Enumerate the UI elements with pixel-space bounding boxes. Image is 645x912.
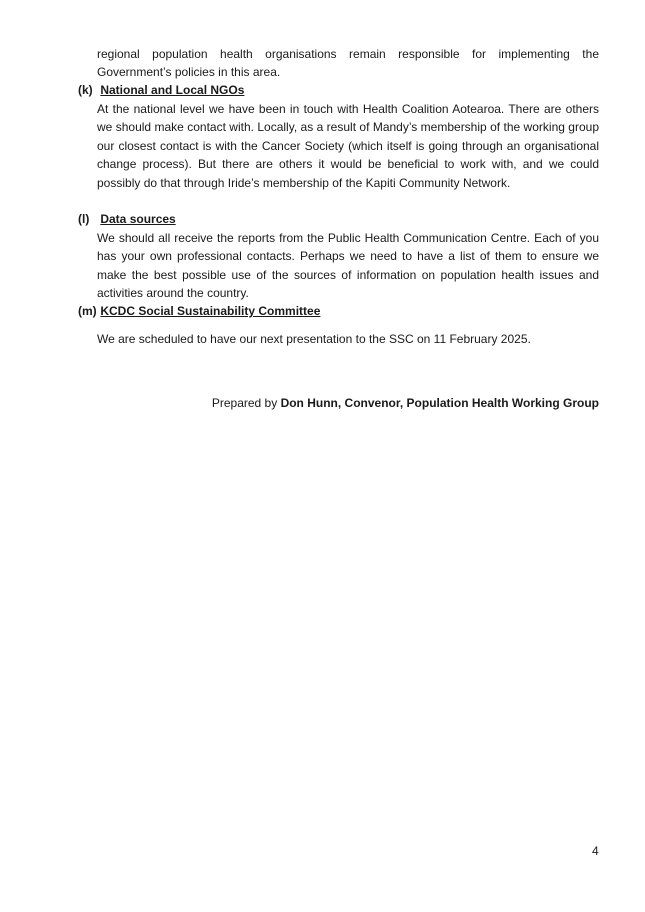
- prepared-by-name: Don Hunn, Convenor, Population Health Working Group: [280, 396, 599, 410]
- section-l-marker: (l): [78, 212, 90, 226]
- section-k-body: At the national level we have been in touch with Health Coalition Aotearoa. There are others we should make contact with. Locally, as a result of Mandy’s membership of the working group our closest contact is with the Cancer Society (which itself is going through an organisational change process). But there are others it would be beneficial to work with, and we could possibly do that through Iride’s membership of the Kapiti Community Network.: [97, 102, 599, 190]
- section-m-body: We are scheduled to have our next presentation to the SSC on 11 February 2025.: [97, 332, 531, 346]
- section-l-title: Data sources: [100, 212, 176, 226]
- prepared-by-line: [212, 394, 599, 412]
- section-m-title: KCDC Social Sustainability Committee: [100, 304, 321, 318]
- section-k-marker: (k): [78, 83, 93, 97]
- intro-paragraph: regional population health organisations remain responsible for implementing the Government’s policies in this area.: [97, 47, 599, 80]
- section-l-body: We should all receive the reports from the Public Health Communication Centre. Each of you has your own professional contacts. Perhaps we need to have a list of them to ensure we make the best possible use of the sources of information on population health issues and activities around the country.: [97, 231, 599, 301]
- page-number: 4: [592, 844, 599, 858]
- section-k-title: National and Local NGOs: [100, 83, 245, 97]
- section-k-heading: [78, 81, 244, 99]
- prepared-by-prefix: Prepared by: [211, 396, 281, 410]
- section-m-marker: (m): [78, 304, 97, 318]
- section-l-heading: [78, 210, 176, 228]
- section-m-heading: [78, 302, 320, 320]
